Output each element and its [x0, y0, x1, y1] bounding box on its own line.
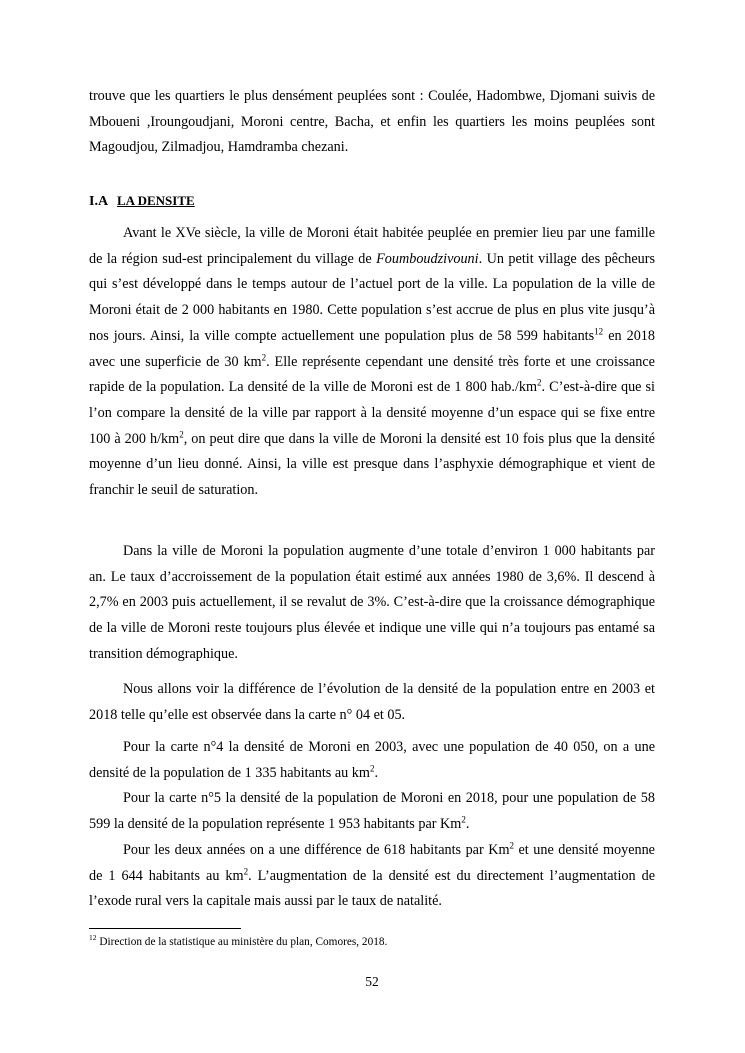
- paragraph-maps-intro: [89, 677, 655, 728]
- section-number: I.A: [89, 194, 109, 209]
- paragraph-text: Pour la carte n°5 la densité de la population de Moroni en 2018, pour une population de 58 599 la densité de la population représente 1 953 habitants par Km: [89, 790, 655, 832]
- section-heading: [89, 191, 655, 212]
- paragraph-text: Avant le XVe siècle, la ville de Moroni était habitée peuplée en premier lieu par une famille de la région sud-est principalement du village de: [89, 225, 655, 267]
- superscript: 2: [461, 813, 466, 824]
- footnote-number: 12: [89, 933, 97, 943]
- paragraph-map-4: [89, 735, 655, 786]
- superscript: 2: [537, 377, 542, 388]
- paragraph-map-5: [89, 786, 655, 837]
- paragraph-quartiers: [89, 84, 655, 161]
- footnote: [89, 935, 655, 949]
- paragraph-text: Dans la ville de Moroni la population augmente d’une totale d’environ 1 000 habitants par an. Le taux d’accroissement de la population était estimé aux années 1980 de 3,6%. Il descend à 2,7% en 2003 puis actuellement, il se revalut de 3%. C’est-à-dire que la croissance démographique de la ville de Moroni reste toujours plus élevée et indique une ville qui n’a toujours pas entamé sa transition démographique.: [89, 543, 655, 662]
- paragraph-text: trouve que les quartiers le plus densément peuplées sont : Coulée, Hadombwe, Djomani suivis de Mboueni ,Iroungoudjani, Moroni centre, Bacha, et enfin les quartiers les moins peuplées sont Magoudjou, Zilmadjou, Hamdramba chezani.: [89, 88, 655, 156]
- paragraph-text: .: [374, 764, 378, 781]
- superscript: 2: [243, 865, 249, 876]
- paragraph-text: , on peut dire que dans la ville de Moroni la densité est 10 fois plus que la densité moyenne d’un lieu donné. Ainsi, la ville est presque dans l’asphyxie démographique et vient de franchir le seuil de saturation.: [89, 430, 655, 499]
- paragraph-text: Pour les deux années on a une différence de 618 habitants par Km: [123, 842, 510, 858]
- paragraph-text: Pour la carte n°4 la densité de Moroni en 2003, avec une population de 40 050, on a une densité de la population de 1 335 habitants au km: [89, 739, 655, 781]
- paragraph-difference: [89, 838, 655, 915]
- paragraph-text: . Elle représente cependant une densité très forte et une croissance rapide de la population. La densité de la ville de Moroni est de 1 800 hab./km: [89, 353, 655, 396]
- paragraph-text: en 2018 avec une superficie de 30 km: [89, 327, 655, 370]
- document-page: [89, 0, 655, 1053]
- paragraph-history: [89, 221, 655, 504]
- village-name: Foumboudzivouni: [376, 250, 479, 267]
- footnote-reference[interactable]: 12: [594, 326, 604, 337]
- page-number: 52: [365, 974, 379, 989]
- paragraph-text: .: [465, 815, 470, 832]
- footnote-text: Direction de la statistique au ministère du plan, Comores, 2018.: [96, 936, 388, 948]
- paragraph-text: . L’augmentation de la densité est du directement l’augmentation de l’exode rural vers la capitale mais aussi par le taux de natalité.: [89, 867, 656, 910]
- superscript: 2: [261, 351, 267, 362]
- footnote-divider: [89, 928, 241, 929]
- superscript: 2: [369, 762, 375, 773]
- paragraph-text: . Un petit village des pêcheurs qui s’est développé dans le temps autour de l’actuel port de la ville. La population de la ville de Moroni était de 2 000 habitants en 1980. Cette population s’est accrue de plus en plus vite jusqu’à nos jours. Ainsi, la ville compte actuellement une population plus de 58 599 habitants: [89, 250, 655, 344]
- paragraph-text: Nous allons voir la différence de l’évolution de la densité de la population entre en 2003 et 2018 telle qu’elle est observée dans la carte n° 04 et 05.: [89, 681, 655, 723]
- section-title: LA DENSITE: [117, 193, 195, 208]
- paragraph-growth: [89, 539, 655, 668]
- paragraph-text: et une densité moyenne de 1 644 habitants au km: [89, 842, 655, 884]
- paragraph-text: . C’est-à-dire que si l’on compare la densité de la ville par rapport à la densité moyenne d’un espace qui se fixe entre 100 à 200 h/km: [89, 379, 656, 447]
- superscript: 2: [179, 428, 184, 439]
- superscript: 2: [509, 840, 514, 851]
